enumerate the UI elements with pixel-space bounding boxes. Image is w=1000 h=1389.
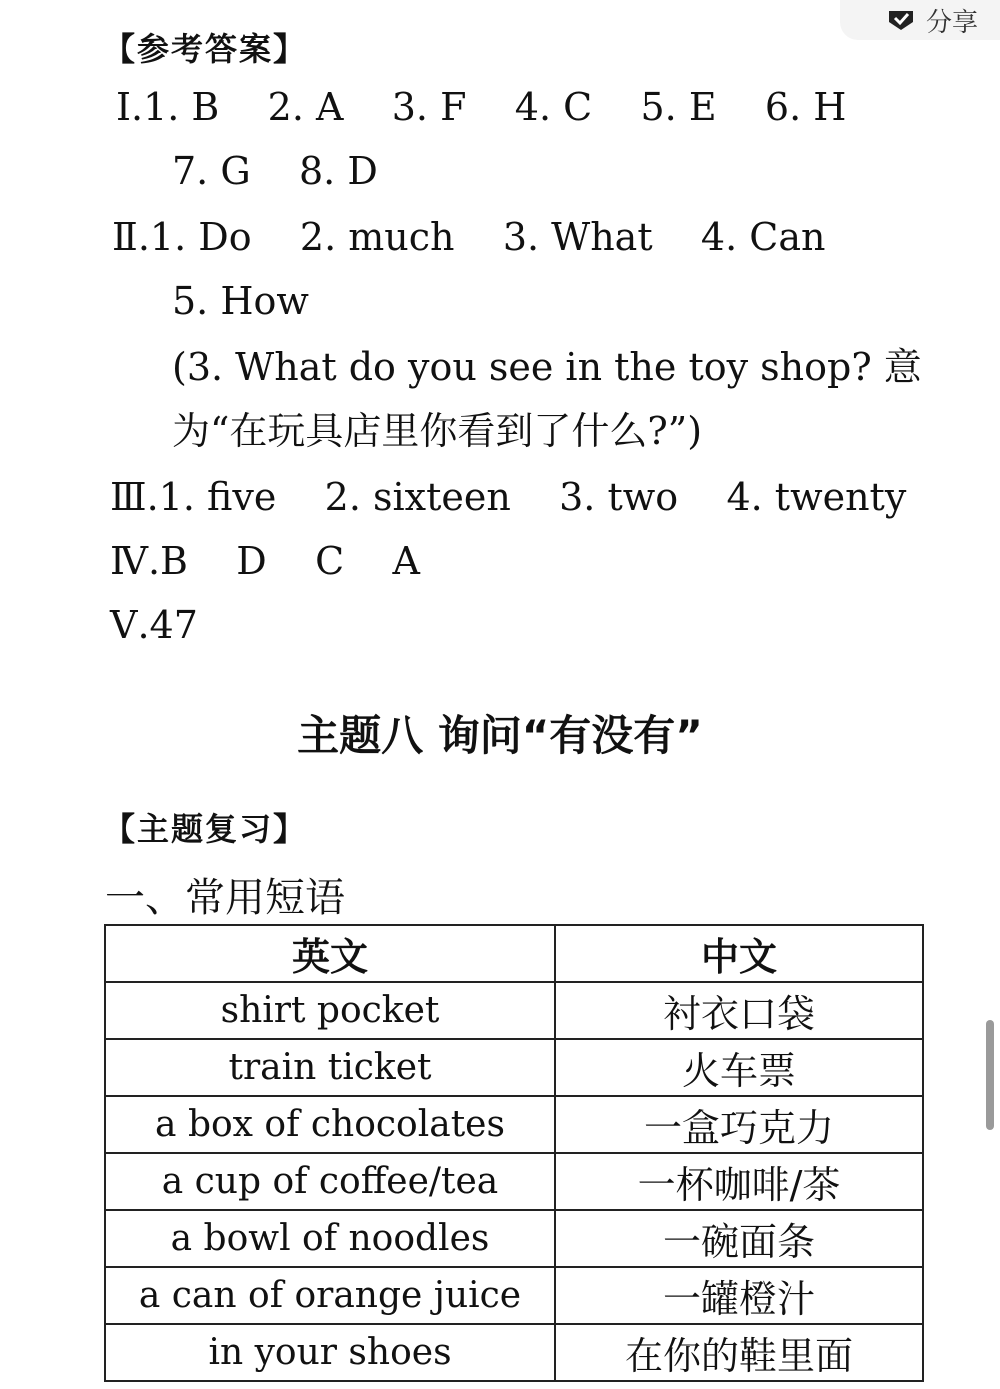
table-header-row (105, 925, 923, 982)
share-button[interactable] (840, 0, 1000, 40)
chinese-cell: 衬衣口袋 (555, 982, 923, 1039)
header-english: 英文 (105, 925, 555, 982)
answer-line-8: Ⅳ.B D C A (110, 539, 420, 583)
answer-line-9: Ⅴ.47 (110, 603, 198, 647)
table-row (105, 982, 923, 1039)
english-cell: shirt pocket (105, 982, 555, 1039)
chinese-cell: 一碗面条 (555, 1210, 923, 1267)
share-check-icon (886, 8, 916, 32)
topic-title: 主题八 询问“有没有” (297, 711, 703, 760)
english-cell: a box of chocolates (105, 1096, 555, 1153)
scrollbar-thumb[interactable] (986, 1020, 994, 1130)
table-row (105, 1210, 923, 1267)
phrase-table (104, 924, 924, 1382)
table-row (105, 1324, 923, 1381)
answer-line-2: 7. G 8. D (172, 149, 378, 193)
table-row (105, 1153, 923, 1210)
header-chinese: 中文 (555, 925, 923, 982)
answer-line-5: (3. What do you see in the toy shop? 意 (172, 345, 922, 389)
chinese-cell: 一杯咖啡/茶 (555, 1153, 923, 1210)
chinese-cell: 一罐橙汁 (555, 1267, 923, 1324)
answers-heading: 【参考答案】 (103, 30, 308, 68)
answer-line-6: 为“在玩具店里你看到了什么?”) (172, 409, 703, 453)
chinese-cell: 一盒巧克力 (555, 1096, 923, 1153)
english-cell: train ticket (105, 1039, 555, 1096)
answer-line-3: Ⅱ.1. Do 2. much 3. What 4. Can (112, 215, 826, 259)
answer-line-7: Ⅲ.1. five 2. sixteen 3. two 4. twenty (110, 475, 907, 519)
english-cell: a can of orange juice (105, 1267, 555, 1324)
answer-line-4: 5. How (172, 279, 309, 323)
table-row (105, 1096, 923, 1153)
table-row (105, 1267, 923, 1324)
table-row (105, 1039, 923, 1096)
chinese-cell: 在你的鞋里面 (555, 1324, 923, 1381)
english-cell: a cup of coffee/tea (105, 1153, 555, 1210)
section-title: 一、常用短语 (105, 875, 345, 921)
chinese-cell: 火车票 (555, 1039, 923, 1096)
english-cell: in your shoes (105, 1324, 555, 1381)
share-label: 分享 (925, 7, 978, 38)
english-cell: a bowl of noodles (105, 1210, 555, 1267)
review-heading: 【主题复习】 (103, 810, 308, 848)
answer-line-1: Ⅰ.1. B 2. A 3. F 4. C 5. E 6. H (116, 85, 847, 129)
